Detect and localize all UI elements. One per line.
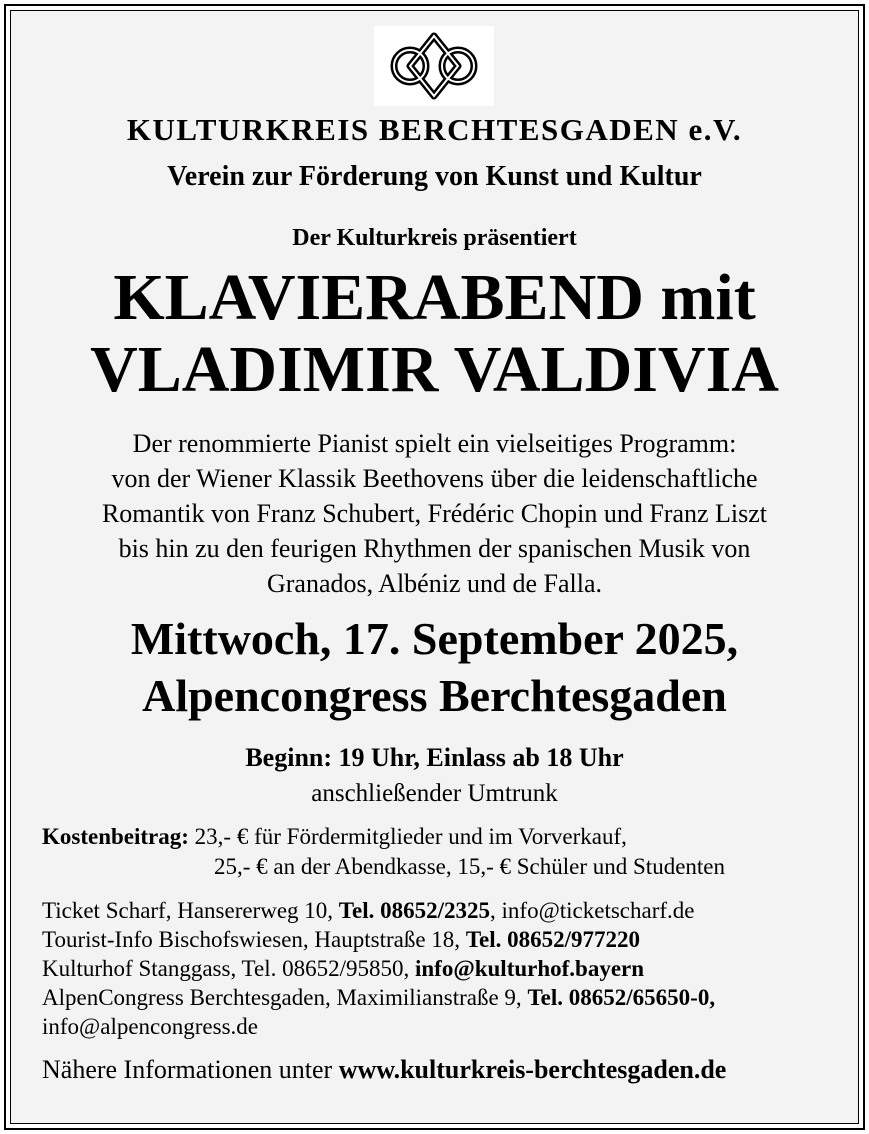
event-venue: Alpencongress Berchtesgaden xyxy=(142,670,727,721)
ticket-outlet: Ticket Scharf, Hansererweg 10, Tel. 08652/2325, info@ticketscharf.de xyxy=(42,898,695,923)
event-begin-time: Beginn: 19 Uhr, Einlass ab 18 Uhr xyxy=(245,743,624,772)
description-line: Granados, Albéniz und de Falla. xyxy=(266,569,603,598)
event-date: Mittwoch, 17. September 2025, xyxy=(130,613,739,664)
cost-line1: 23,- € für Fördermitglieder und im Vorverkauf, xyxy=(188,824,627,849)
organization-name: KULTURKREIS BERCHTESGADEN e.V. xyxy=(126,112,743,147)
more-info xyxy=(42,1055,726,1085)
description-line: Der renommierte Pianist spielt ein vielseitiges Programm: xyxy=(132,429,737,458)
program-description xyxy=(0,426,869,601)
description-line: Romantik von Franz Schubert, Frédéric Chopin und Franz Liszt xyxy=(101,499,768,528)
knot-logo-icon xyxy=(374,26,494,106)
ticket-outlet: Kulturhof Stanggass, Tel. 08652/95850, info@kulturhof.bayern xyxy=(42,956,645,981)
event-title-line1: KLAVIERABEND mit xyxy=(113,261,756,334)
organization-tagline: Verein zur Förderung von Kunst und Kultur xyxy=(167,161,702,192)
cost-label: Kostenbeitrag: xyxy=(42,824,189,849)
cost-line2: 25,- € an der Abendkasse, 15,- € Schüler und Studenten xyxy=(214,854,726,879)
description-line: bis hin zu den feurigen Rhythmen der spanischen Musik von xyxy=(118,534,751,563)
website-link[interactable]: www.kulturkreis-berchtesgaden.de xyxy=(338,1055,727,1084)
event-title-line2: VLADIMIR VALDIVIA xyxy=(90,333,779,406)
cost-info xyxy=(42,822,627,852)
ticket-outlet: Tourist-Info Bischofswiesen, Hauptstraße 18, Tel. 08652/977220 xyxy=(42,927,641,952)
more-info-prefix: Nähere Informationen unter xyxy=(42,1055,339,1084)
ticket-outlets xyxy=(42,896,715,1041)
description-line: von der Wiener Klassik Beethovens über die leidenschaftliche xyxy=(111,464,758,493)
ticket-outlet: AlpenCongress Berchtesgaden, Maximilianstraße 9, Tel. 08652/65650-0, xyxy=(42,985,716,1010)
event-followup: anschließender Umtrunk xyxy=(311,780,558,807)
ticket-outlet: info@alpencongress.de xyxy=(42,1014,258,1039)
presents-line: Der Kulturkreis präsentiert xyxy=(292,225,577,251)
